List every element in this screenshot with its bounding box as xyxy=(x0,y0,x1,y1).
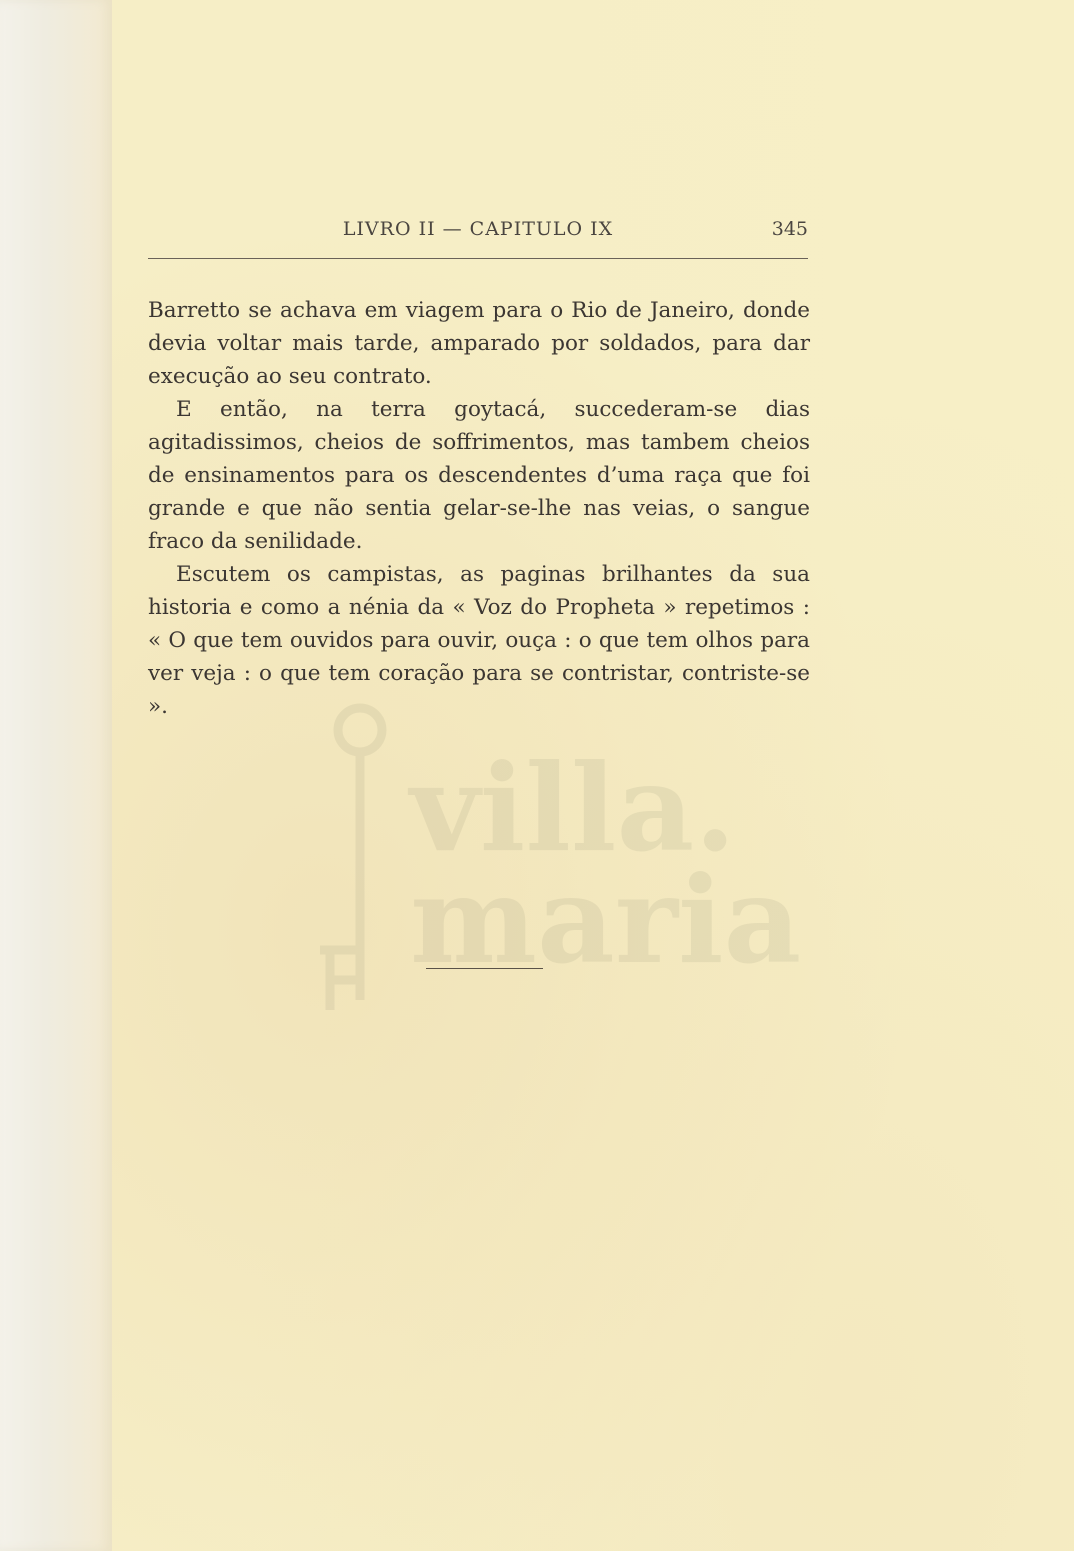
body-text xyxy=(148,294,810,723)
paragraph-1: Barretto se achava em viagem para o Rio de Janeiro, donde devia voltar mais tarde, amparado por soldados, para dar execução ao seu contrato. xyxy=(148,298,810,389)
page-binding-edge xyxy=(0,0,112,1551)
page-header xyxy=(148,214,808,246)
watermark-line2: maria xyxy=(410,850,802,991)
key-icon xyxy=(320,708,382,1010)
running-head: LIVRO II — CAPITULO IX xyxy=(342,218,614,240)
paragraph-3: Escutem os campistas, as paginas brilhantes da sua historia e como a nénia da « Voz do Propheta » repetimos : « O que tem ouvidos para ouvir, ouça : o que tem olhos para ver veja : o que tem coração para se contristar, contriste-se ». xyxy=(148,562,810,719)
page-number: 345 xyxy=(771,218,808,240)
paragraph-2: E então, na terra goytacá, succederam-se dias agitadissimos, cheios de soffrimentos, mas tambem cheios de ensinamentos para os descendentes d’uma raça que foi grande e que não sentia gelar-se-lhe nas veias, o sangue fraco da senilidade. xyxy=(148,397,810,554)
watermark-line1: villa. xyxy=(410,738,737,879)
chapter-end-rule xyxy=(426,968,543,969)
watermark xyxy=(300,700,820,1030)
header-rule xyxy=(148,258,808,259)
